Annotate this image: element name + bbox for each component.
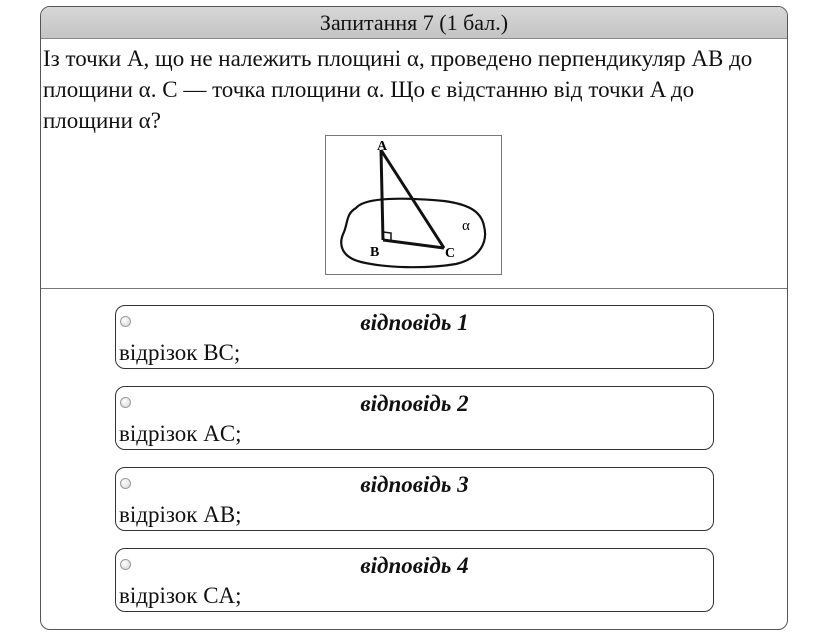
segment-bc	[383, 240, 444, 248]
question-text: Із точки A, що не належить площині α, проведено перпендикуляр AB до площини α. C — точка площини α. Що є відстанню від точки A до площини α?	[43, 46, 753, 133]
question-card	[40, 6, 788, 630]
answer-option-2[interactable]	[115, 386, 714, 450]
answer-option-1[interactable]	[115, 305, 714, 369]
answer-option-3[interactable]	[115, 467, 714, 531]
plane-perpendicular-diagram	[326, 136, 501, 274]
answer-title-1: відповідь 1	[360, 310, 469, 335]
question-header: Запитання 7 (1 бал.)	[41, 7, 787, 39]
answer-title-3: відповідь 3	[360, 472, 469, 497]
answer-text-3: відрізок AB;	[119, 502, 242, 527]
answer-title-4: відповідь 4	[360, 553, 469, 578]
segment-ab	[381, 150, 383, 240]
question-divider	[41, 288, 787, 289]
answer-option-4[interactable]	[115, 548, 714, 612]
geometry-figure	[325, 135, 502, 275]
label-c: C	[445, 246, 456, 261]
answer-title-2: відповідь 2	[360, 391, 469, 416]
answer-text-1: відрізок BC;	[119, 340, 241, 365]
label-b: B	[370, 245, 380, 260]
label-alpha: α	[462, 218, 470, 234]
answer-text-2: відрізок AC;	[119, 421, 242, 446]
answer-text-4: відрізок CA;	[119, 583, 242, 608]
label-a: A	[377, 139, 388, 154]
